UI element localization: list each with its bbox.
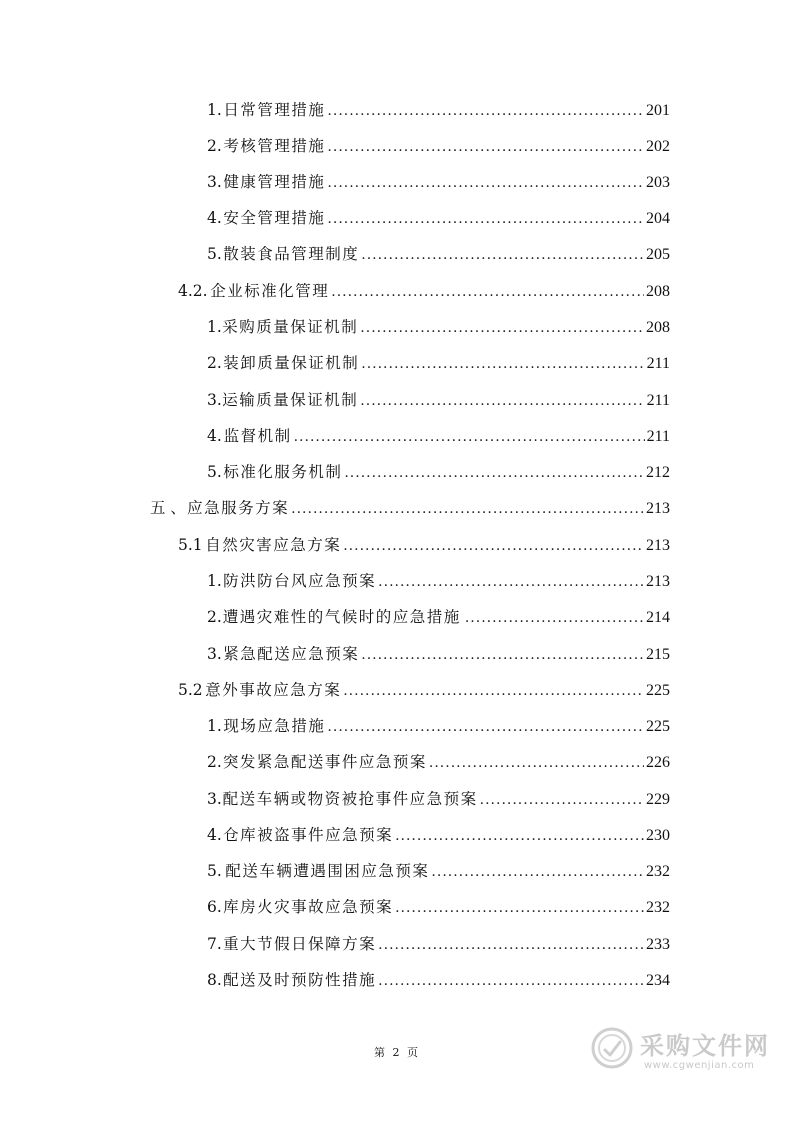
toc-entry-number: 8. xyxy=(207,971,222,989)
toc-entry-page: 232 xyxy=(646,899,670,916)
toc-dot-leader xyxy=(343,681,644,701)
toc-entry[interactable] xyxy=(207,752,670,773)
toc-entry-number: 3. xyxy=(207,173,222,191)
toc-entry-page: 213 xyxy=(646,537,670,554)
toc-entry-title: 意外事故应急方案 xyxy=(205,681,342,699)
toc-entry-page: 203 xyxy=(646,174,670,191)
toc-entry-title: 库房火灾事故应急预案 xyxy=(223,898,394,916)
toc-entry-page: 211 xyxy=(646,392,670,409)
toc-entry-page: 214 xyxy=(645,609,670,626)
toc-entry-title: 仓库被盗事件应急预案 xyxy=(223,826,394,844)
toc-entry[interactable] xyxy=(178,680,670,701)
toc-entry-number: 2. xyxy=(207,608,222,626)
toc-dot-leader xyxy=(327,717,644,737)
toc-dot-leader xyxy=(361,354,644,374)
watermark xyxy=(590,1022,770,1078)
toc-entry[interactable] xyxy=(207,897,670,918)
toc-entry-title: 突发紧急配送事件应急预案 xyxy=(222,753,427,771)
toc-entry-title: 防洪防台风应急预案 xyxy=(223,572,377,590)
toc-dot-leader xyxy=(431,862,644,882)
toc-entry[interactable] xyxy=(207,353,670,374)
toc-entry[interactable] xyxy=(207,789,670,810)
toc-entry-title: 配送及时预防性措施 xyxy=(223,971,377,989)
toc-dot-leader xyxy=(360,318,644,338)
toc-entry[interactable] xyxy=(207,462,670,483)
toc-entry-page: 225 xyxy=(646,682,670,699)
toc-entry-title: 运输质量保证机制 xyxy=(222,391,359,409)
toc-entry-number: 1. xyxy=(207,318,222,336)
toc-entry[interactable] xyxy=(207,571,670,592)
toc-dot-leader xyxy=(327,137,644,157)
toc-entry-number: 6. xyxy=(207,898,222,916)
toc-entry-title: 健康管理措施 xyxy=(223,173,326,191)
toc-entry-page: 211 xyxy=(646,428,670,445)
toc-entry-page: 205 xyxy=(646,246,670,263)
toc-entry-page: 208 xyxy=(646,283,670,300)
toc-entry-title: 配送车辆或物资被抢事件应急预案 xyxy=(222,790,478,808)
toc-entry-number: 4.2. xyxy=(178,282,208,300)
toc-dot-leader xyxy=(291,499,644,519)
toc-entry-number: 3. xyxy=(207,790,222,808)
toc-entry[interactable] xyxy=(150,498,670,519)
toc-entry-page: 208 xyxy=(646,319,670,336)
toc-entry-title: 自然灾害应急方案 xyxy=(205,536,342,554)
toc-entry-title: 日常管理措施 xyxy=(223,101,326,119)
toc-entry[interactable] xyxy=(207,317,670,338)
toc-dot-leader xyxy=(361,645,644,665)
watermark-logo-icon xyxy=(590,1026,634,1070)
toc-entry[interactable] xyxy=(207,426,670,447)
toc-entry-number: 2. xyxy=(207,354,222,372)
toc-dot-leader xyxy=(327,173,644,193)
toc-dot-leader xyxy=(360,391,644,411)
toc-entry[interactable] xyxy=(207,136,670,157)
toc-entry-page: 213 xyxy=(646,573,670,590)
toc-entry-title: 标准化服务机制 xyxy=(223,463,343,481)
toc-entry-page: 230 xyxy=(646,827,670,844)
toc-entry[interactable] xyxy=(207,607,670,628)
toc-dot-leader xyxy=(395,826,644,846)
toc-entry-number: 1. xyxy=(207,717,222,735)
toc-entry[interactable] xyxy=(178,281,670,302)
toc-dot-leader xyxy=(429,753,644,773)
toc-entry-number: 五 、 xyxy=(150,499,186,517)
toc-entry-number: 3. xyxy=(207,645,222,663)
toc-entry-title: 采购质量保证机制 xyxy=(222,318,359,336)
watermark-url: www.cgwenjian.com xyxy=(644,1060,755,1071)
toc-entry-number: 5. xyxy=(207,463,222,481)
toc-entry[interactable] xyxy=(207,861,670,882)
toc-entry-number: 5.1 xyxy=(178,536,203,554)
toc-entry-title: 装卸质量保证机制 xyxy=(223,354,360,372)
toc-entry-title: 企业标准化管理 xyxy=(210,282,330,300)
toc-entry-page: 212 xyxy=(646,464,670,481)
toc-entry-title: 遭遇灾难性的气候时的应急措施 xyxy=(222,608,461,626)
toc-entry-title: 应急服务方案 xyxy=(187,499,290,517)
toc-entry-title: 考核管理措施 xyxy=(223,137,326,155)
toc-entry[interactable] xyxy=(207,825,670,846)
toc-entry[interactable] xyxy=(178,535,670,556)
toc-entry-page: 226 xyxy=(646,754,670,771)
toc-dot-leader xyxy=(378,971,644,991)
toc-entry-number: 5. xyxy=(207,245,222,263)
toc-entry-page: 225 xyxy=(646,718,670,735)
watermark-site-name: 采购文件网 xyxy=(640,1032,770,1060)
toc-dot-leader xyxy=(480,790,644,810)
toc-entry-title: 重大节假日保障方案 xyxy=(223,935,377,953)
toc-dot-leader xyxy=(395,898,644,918)
toc-dot-leader xyxy=(361,245,644,265)
toc-entry[interactable] xyxy=(207,970,670,991)
toc-entry[interactable] xyxy=(207,716,670,737)
toc-entry-number: 4. xyxy=(207,826,222,844)
toc-entry[interactable] xyxy=(207,934,670,955)
toc-entry[interactable] xyxy=(207,100,670,121)
toc-entry[interactable] xyxy=(207,644,670,665)
toc-entry-page: 213 xyxy=(646,500,670,517)
toc-entry[interactable] xyxy=(207,390,670,411)
toc-entry-page: 211 xyxy=(646,355,670,372)
toc-dot-leader xyxy=(343,536,644,556)
toc-dot-leader xyxy=(465,608,644,628)
toc-entry-number: 2. xyxy=(207,137,222,155)
toc-entry-page: 232 xyxy=(646,863,670,880)
toc-dot-leader xyxy=(294,427,645,447)
toc-entry-page: 234 xyxy=(646,972,670,989)
toc-entry-number: 1. xyxy=(207,572,222,590)
toc-entry-title: 紧急配送应急预案 xyxy=(223,645,360,663)
toc-dot-leader xyxy=(327,209,644,229)
toc-entry-title: 散装食品管理制度 xyxy=(223,245,360,263)
toc-entry-title: 监督机制 xyxy=(223,427,292,445)
toc-entry-number: 5. xyxy=(207,862,222,880)
toc-entry-page: 233 xyxy=(646,936,670,953)
page-number-label: 第 2 页 xyxy=(374,1046,420,1059)
toc-entry-number: 4. xyxy=(207,427,222,445)
toc-entry-page: 204 xyxy=(646,210,670,227)
toc-dot-leader xyxy=(331,282,644,302)
toc-entry-number: 7. xyxy=(207,935,222,953)
toc-dot-leader xyxy=(327,101,644,121)
toc-entry-title: 配送车辆遭遇围困应急预案 xyxy=(225,862,430,880)
toc-entry[interactable] xyxy=(207,208,670,229)
toc-entry-page: 215 xyxy=(646,646,670,663)
toc-entry-page: 201 xyxy=(646,102,670,119)
toc-entry-number: 5.2 xyxy=(178,681,203,699)
toc-entry-number: 4. xyxy=(207,209,222,227)
toc-dot-leader xyxy=(344,463,644,483)
toc-entry-page: 229 xyxy=(646,791,670,808)
toc-entry-number: 2. xyxy=(207,753,222,771)
toc-entry[interactable] xyxy=(207,172,670,193)
toc-entry-number: 1. xyxy=(207,101,222,119)
toc-entry-page: 202 xyxy=(646,138,670,155)
toc-entry-title: 现场应急措施 xyxy=(223,717,326,735)
toc-entry[interactable] xyxy=(207,244,670,265)
toc-entry-number: 3. xyxy=(207,391,222,409)
toc-dot-leader xyxy=(378,935,644,955)
toc-entry-title: 安全管理措施 xyxy=(223,209,326,227)
toc-dot-leader xyxy=(378,572,644,592)
